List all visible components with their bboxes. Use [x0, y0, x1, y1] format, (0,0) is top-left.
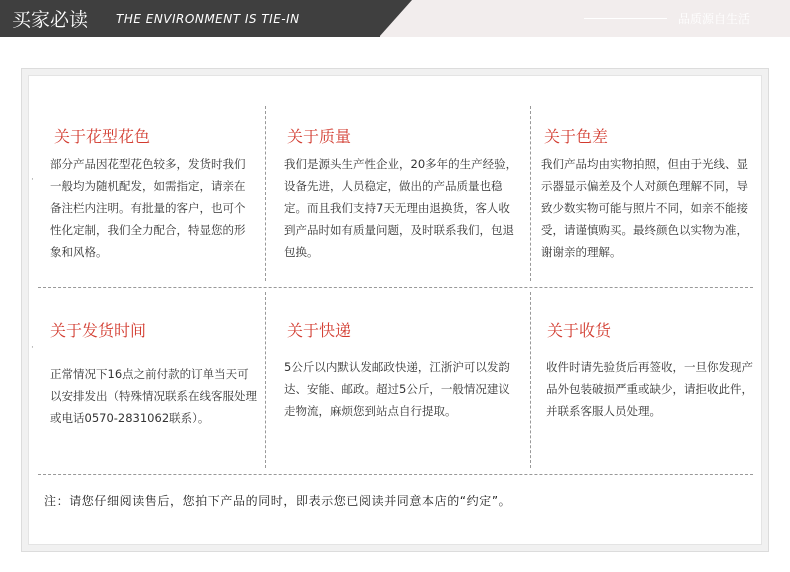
- divider-horizontal: [38, 287, 753, 288]
- agreement-note: 注：请您仔细阅读售后，您拍下产品的同时，即表示您已阅读并同意本店的“约定”。: [44, 494, 512, 508]
- header-rule: [584, 18, 667, 19]
- cell-text-shipping-time: 正常情况下16点之前付款的订单当天可以安排发出（特殊情况联系在线客服处理或电话0570-2831062联系）。: [50, 367, 257, 425]
- header-bar: [0, 0, 790, 37]
- cell-title-quality: 关于质量: [287, 127, 352, 146]
- cell-text-express: 5公斤以内默认发邮政快递，江浙沪可以发韵达、安能、邮政。超过5公斤，一般情况建议走物流，麻烦您到站点自行提取。: [284, 360, 510, 418]
- divider-vertical-1a: [265, 106, 266, 281]
- tick-mark: ·: [31, 175, 34, 185]
- cell-title-express: 关于快递: [287, 321, 352, 340]
- header-slogan: 品质源自生活: [678, 12, 751, 26]
- cell-title-shipping-time: 关于发货时间: [50, 321, 147, 340]
- cell-text-pattern: 部分产品因花型花色较多，发货时我们一般均为随机配发，如需指定，请亲在备注栏内注明。有批量的客户，也可个性化定制，我们全力配合，特显您的形象和风格。: [50, 157, 246, 259]
- cell-title-color-diff: 关于色差: [544, 127, 609, 146]
- divider-vertical-2b: [530, 292, 531, 468]
- divider-vertical-1b: [265, 292, 266, 468]
- section-title: 买家必读: [12, 9, 89, 31]
- cell-title-receiving: 关于收货: [547, 321, 612, 340]
- cell-text-quality: 我们是源头生产性企业，20多年的生产经验，设备先进，人员稳定，做出的产品质量也稳定。而且我们支持7天无理由退换货，客人收到产品时如有质量问题，及时联系我们，包退包换。: [284, 157, 518, 259]
- header-tagline: THE ENVIRONMENT IS TIE-IN: [116, 12, 300, 26]
- divider-vertical-2a: [530, 106, 531, 281]
- header-slant: [379, 0, 412, 37]
- cell-title-pattern: 关于花型花色: [54, 127, 151, 146]
- cell-text-receiving: 收件时请先验货后再签收，一旦你发现产品外包装破损严重或缺少，请拒收此件，并联系客服人员处理。: [546, 360, 753, 418]
- cell-text-color-diff: 我们产品均由实物拍照，但由于光线、显示器显示偏差及个人对颜色理解不同，导致少数实物可能与照片不同，如亲不能接受，请谨慎购买。最终颜色以实物为准，谢谢亲的理解。: [541, 157, 748, 259]
- tick-mark: ·: [31, 343, 34, 353]
- divider-horizontal-bottom: [38, 474, 753, 475]
